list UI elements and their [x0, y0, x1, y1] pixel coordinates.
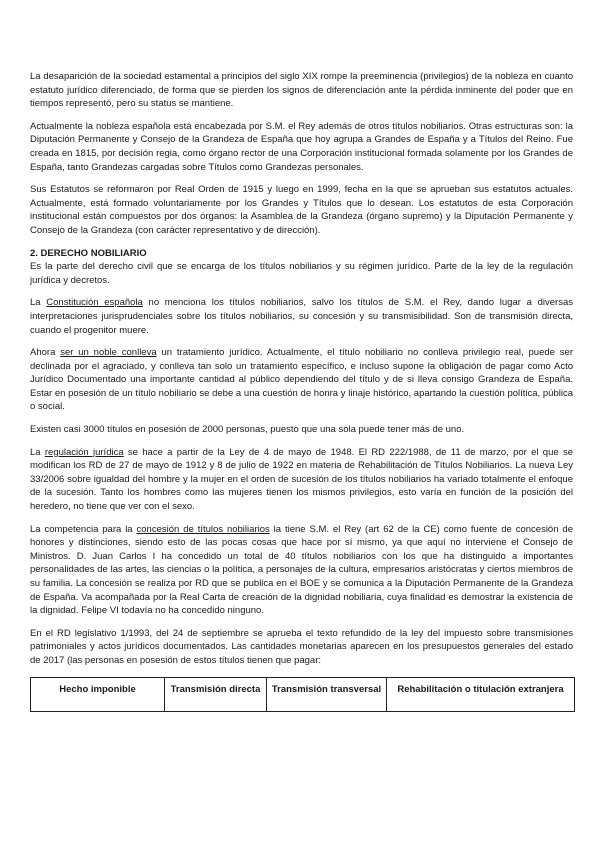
table-header-cell: Rehabilitación o titulación extranjera — [387, 677, 575, 711]
underlined-term-noble: ser un noble conlleva — [60, 347, 157, 359]
table-header-cell: Hecho imponible — [31, 677, 165, 711]
paragraph-competencia — [30, 523, 573, 618]
paragraph-regulacion — [30, 446, 573, 514]
text-fragment: Ahora — [30, 347, 61, 359]
underlined-term-concesion: concesión de títulos nobiliarios — [136, 523, 270, 535]
text-fragment: La — [30, 446, 45, 458]
paragraph-constitucion — [30, 296, 573, 337]
tax-table — [30, 677, 575, 712]
table-header-row — [31, 677, 575, 711]
paragraph-nobleza-actual: Actualmente la nobleza española está encabezada por S.M. el Rey además de otros títulos nobiliarios. Otras estructuras son: la Diputación Permanente y Consejo de la Grandeza de España que hoy agrupa a Grandes de España y a Títulos del Reino. Fue creada en 1815, por decisión regia, como órgano rector de una Corporación institucional formada solamente por los Grandes de España, tanto Grandezas cargadas sobre Títulos como Grandezas personales. — [30, 120, 573, 173]
table-header-cell: Transmisión directa — [165, 677, 267, 711]
text-fragment: no menciona los títulos nobiliarios, salvo los títulos de S.M. el Rey, dando lugar a diversas interpretaciones jurisprudenciales sobre los títulos nobiliarios, su concesión y su transmisibilidad. Son de transmisión directa, cuando el progenitor muere. — [30, 297, 573, 336]
table-header-cell: Transmisión transversal — [267, 677, 387, 711]
text-fragment: la tiene S.M. el Rey (art 62 de la CE) como fuente de concesión de honores y distinciones, siendo esto de las pocas cosas que hace por sí mismo, ya que aquí no interviene el Consejo de Ministros. D. Juan Carlos I ha concedido un total de 40 títulos nobiliarios con los que ha distinguido a importantes personalidades de las artes, las ciencias o la política, a personajes de la cultura, empresarios aristócratas y ciertos miembros de su familia. La concesión se realiza por RD que se publica en el BOE y se comunica a la Diputación Permanente de la Grandeza de España. Va acompañada por la Real Carta de creación de la dignidad nobiliaria, cuya finalidad es demostrar la existencia de la dignidad. Felipe VI todavía no ha concedido ninguno. — [30, 523, 573, 617]
section-heading: 2. DERECHO NOBILIARIO — [30, 247, 147, 259]
underlined-term-constitucion: Constitución española — [46, 297, 143, 309]
text-fragment: se hace a partir de la Ley de 4 de mayo de 1948. El RD 222/1988, de 11 de marzo, por el que se modifican los RD de 27 de mayo de 1912 y 8 de julio de 1922 en materia de Rehabilitación de Títulos Nobiliarios. La nueva Ley 33/2006 sobre igualdad del hombre y la mujer en el orden de sucesión de los títulos nobiliarios ha variado totalmente el enfoque de la sucesión. Tanto los hombres como las mujeres tienen los mismos privilegios, esto varía en función de la posición del heredero, no tiene que ver con el sexo. — [30, 446, 573, 513]
document-page — [30, 70, 573, 712]
paragraph-noble — [30, 346, 573, 414]
paragraph-estatutos: Sus Estatutos se reformaron por Real Orden de 1915 y luego en 1999, fecha en la que se aprueban sus estatutos actuales. Actualmente, está formado voluntariamente por los Grandes y Títulos que lo desean. Los estatutos de esta Corporación institucional están compuestos por dos órganos: la Asamblea de la Grandeza (órgano supremo) y la Diputación Permanente y Consejo de la Grandeza (con carácter representativo y de dirección). — [30, 184, 573, 236]
text-fragment: La — [30, 297, 47, 309]
paragraph-desaparicion: La desaparición de la sociedad estamental a principios del siglo XIX rompe la preeminencia (privilegios) de la nobleza en cuanto estatuto jurídico diferenciado, de forma que se pierden los signos de diferenciación ante la pérdida inminente del poder que en tiempos representó, pero su status se mantiene. — [30, 71, 573, 110]
paragraph-rd-legislativo: En el RD legislativo 1/1993, del 24 de septiembre se aprueba el texto refundido de la ley del impuesto sobre transmisiones patrimoniales y actos jurídicos documentados. Las cantidades monetarias aparecen en los presupuestos generales del estado de 2017 (las personas en posesión de estos títulos tienen que pagar: — [30, 627, 573, 666]
underlined-term-regulacion: regulación jurídica — [44, 446, 124, 458]
paragraph-existen: Existen casi 3000 títulos en posesión de 2000 personas, puesto que una sola puede tener más de uno. — [30, 424, 465, 436]
text-fragment: un tratamiento jurídico. Actualmente, el título nobiliario no conlleva privilegio real, puede ser declinada por el agraciado, y conlleva tan solo un tratamiento específico, e incluso supone la obligación de pagar como Acto Jurídico Documentado una importante cantidad al público dependiendo del título y de si lleva consigo Grandeza de España. Estar en posesión de un título nobiliario se debe a una cuestión de honra y linaje histórico, apartando la cuestión política, pública o social. — [30, 347, 573, 413]
paragraph-derecho-nobiliario: Es la parte del derecho civil que se encarga de los títulos nobiliarios y su régimen jurídico. Parte de la ley de la regulación jurídica y decretos. — [30, 261, 573, 286]
text-fragment: La competencia para la — [30, 523, 137, 535]
